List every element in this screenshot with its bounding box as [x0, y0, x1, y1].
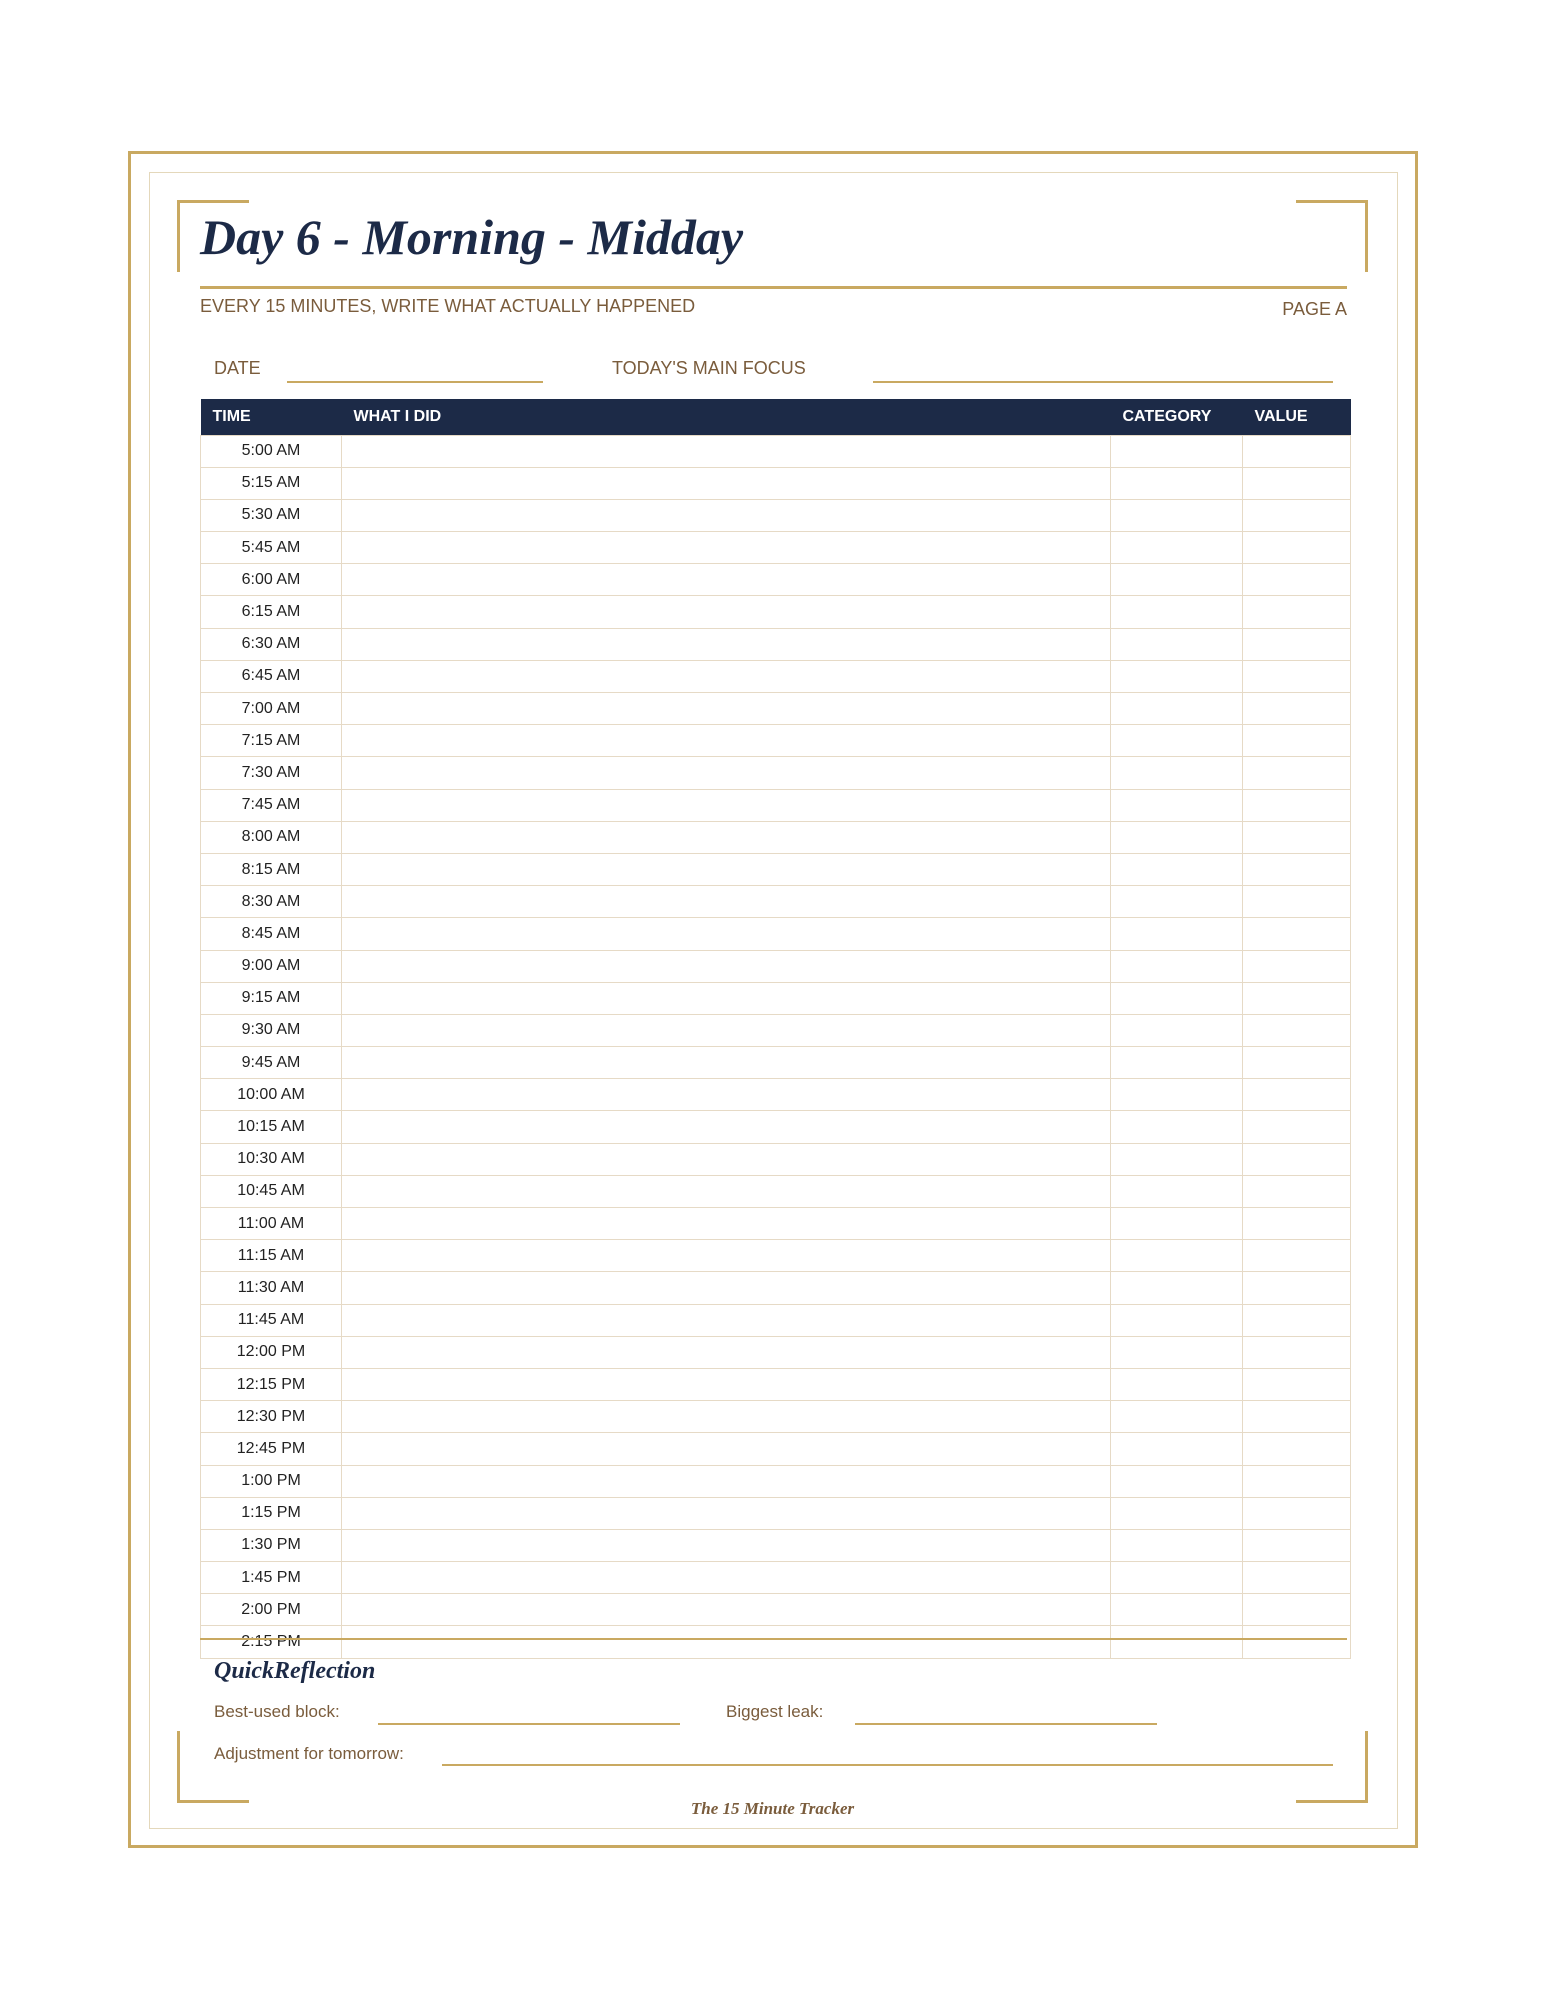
- what-i-did-cell[interactable]: [342, 693, 1111, 725]
- value-cell[interactable]: [1243, 950, 1351, 982]
- what-i-did-cell[interactable]: [342, 725, 1111, 757]
- category-cell[interactable]: [1111, 950, 1243, 982]
- what-i-did-cell[interactable]: [342, 1304, 1111, 1336]
- table-row: [201, 1014, 1351, 1046]
- what-i-did-cell[interactable]: [342, 1143, 1111, 1175]
- table-row: [201, 725, 1351, 757]
- main-focus-label: TODAY'S MAIN FOCUS: [612, 358, 806, 378]
- what-i-did-cell[interactable]: [342, 1594, 1111, 1626]
- biggest-leak-input-line[interactable]: [855, 1723, 1157, 1725]
- table-row: [201, 693, 1351, 725]
- category-cell[interactable]: [1111, 725, 1243, 757]
- time-cell: 10:30 AM: [201, 1143, 342, 1175]
- value-cell[interactable]: [1243, 1626, 1351, 1658]
- value-cell[interactable]: [1243, 660, 1351, 692]
- table-row: [201, 1401, 1351, 1433]
- time-cell: 7:30 AM: [201, 757, 342, 789]
- time-cell: 12:00 PM: [201, 1336, 342, 1368]
- header-value: VALUE: [1243, 399, 1351, 435]
- biggest-leak-label: Biggest leak:: [726, 1702, 824, 1721]
- table-row: [201, 1272, 1351, 1304]
- category-cell[interactable]: [1111, 982, 1243, 1014]
- time-cell: 2:15 PM: [201, 1626, 342, 1658]
- what-i-did-cell[interactable]: [342, 1336, 1111, 1368]
- category-cell[interactable]: [1111, 1497, 1243, 1529]
- what-i-did-cell[interactable]: [342, 596, 1111, 628]
- time-cell: 8:00 AM: [201, 821, 342, 853]
- time-log-body: [201, 435, 1351, 1658]
- value-cell[interactable]: [1243, 499, 1351, 531]
- what-i-did-cell[interactable]: [342, 1368, 1111, 1400]
- adjustment-label: Adjustment for tomorrow:: [214, 1744, 404, 1763]
- table-row: [201, 821, 1351, 853]
- value-cell[interactable]: [1243, 467, 1351, 499]
- time-cell: 9:00 AM: [201, 950, 342, 982]
- table-row: [201, 1175, 1351, 1207]
- value-cell[interactable]: [1243, 1401, 1351, 1433]
- time-cell: 1:00 PM: [201, 1465, 342, 1497]
- table-row: [201, 628, 1351, 660]
- category-cell[interactable]: [1111, 628, 1243, 660]
- time-cell: 5:45 AM: [201, 532, 342, 564]
- category-cell[interactable]: [1111, 1465, 1243, 1497]
- category-cell[interactable]: [1111, 1111, 1243, 1143]
- table-row: [201, 1562, 1351, 1594]
- what-i-did-cell[interactable]: [342, 467, 1111, 499]
- what-i-did-cell[interactable]: [342, 1208, 1111, 1240]
- time-cell: 9:30 AM: [201, 1014, 342, 1046]
- category-cell[interactable]: [1111, 1047, 1243, 1079]
- table-row: [201, 467, 1351, 499]
- value-cell[interactable]: [1243, 1562, 1351, 1594]
- what-i-did-cell[interactable]: [342, 757, 1111, 789]
- time-cell: 5:15 AM: [201, 467, 342, 499]
- table-row: [201, 886, 1351, 918]
- table-row: [201, 1433, 1351, 1465]
- table-row: [201, 1047, 1351, 1079]
- category-cell[interactable]: [1111, 564, 1243, 596]
- table-row: [201, 789, 1351, 821]
- category-cell[interactable]: [1111, 1336, 1243, 1368]
- value-cell[interactable]: [1243, 1272, 1351, 1304]
- table-row: [201, 596, 1351, 628]
- time-cell: 11:45 AM: [201, 1304, 342, 1336]
- value-cell[interactable]: [1243, 1529, 1351, 1561]
- value-cell[interactable]: [1243, 757, 1351, 789]
- header-category: CATEGORY: [1111, 399, 1243, 435]
- corner-ornament-bottom-right: [1296, 1731, 1368, 1803]
- time-cell: 10:00 AM: [201, 1079, 342, 1111]
- time-cell: 8:15 AM: [201, 853, 342, 885]
- time-cell: 6:00 AM: [201, 564, 342, 596]
- time-cell: 12:45 PM: [201, 1433, 342, 1465]
- time-cell: 5:00 AM: [201, 435, 342, 467]
- table-row: [201, 950, 1351, 982]
- table-bottom-divider: [200, 1638, 1347, 1640]
- table-row: [201, 435, 1351, 467]
- table-row: [201, 853, 1351, 885]
- table-row: [201, 1336, 1351, 1368]
- time-cell: 8:45 AM: [201, 918, 342, 950]
- what-i-did-cell[interactable]: [342, 1240, 1111, 1272]
- category-cell[interactable]: [1111, 1433, 1243, 1465]
- value-cell[interactable]: [1243, 1047, 1351, 1079]
- what-i-did-cell[interactable]: [342, 1626, 1111, 1658]
- value-cell[interactable]: [1243, 596, 1351, 628]
- what-i-did-cell[interactable]: [342, 660, 1111, 692]
- table-row: [201, 564, 1351, 596]
- category-cell[interactable]: [1111, 918, 1243, 950]
- what-i-did-cell[interactable]: [342, 886, 1111, 918]
- time-cell: 1:45 PM: [201, 1562, 342, 1594]
- time-cell: 9:45 AM: [201, 1047, 342, 1079]
- table-row: [201, 1497, 1351, 1529]
- table-row: [201, 918, 1351, 950]
- category-cell[interactable]: [1111, 1208, 1243, 1240]
- value-cell[interactable]: [1243, 1111, 1351, 1143]
- what-i-did-cell[interactable]: [342, 564, 1111, 596]
- category-cell[interactable]: [1111, 1175, 1243, 1207]
- time-cell: 7:45 AM: [201, 789, 342, 821]
- category-cell[interactable]: [1111, 1079, 1243, 1111]
- category-cell[interactable]: [1111, 1304, 1243, 1336]
- time-cell: 6:15 AM: [201, 596, 342, 628]
- time-log-table: [200, 399, 1351, 1659]
- corner-ornament-bottom-left: [177, 1731, 249, 1803]
- reflection-title: QuickReflection: [214, 1658, 376, 1684]
- header-what-i-did: WHAT I DID: [342, 399, 1111, 435]
- value-cell[interactable]: [1243, 1465, 1351, 1497]
- category-cell[interactable]: [1111, 1594, 1243, 1626]
- footer-brand: The 15 Minute Tracker: [690, 1799, 855, 1818]
- table-row: [201, 1529, 1351, 1561]
- main-focus-input-line[interactable]: [873, 381, 1333, 383]
- page-title: Day 6 - Morning - Midday: [200, 209, 744, 265]
- value-cell[interactable]: [1243, 725, 1351, 757]
- what-i-did-cell[interactable]: [342, 1401, 1111, 1433]
- table-row: [201, 1079, 1351, 1111]
- category-cell[interactable]: [1111, 1240, 1243, 1272]
- what-i-did-cell[interactable]: [342, 1465, 1111, 1497]
- value-cell[interactable]: [1243, 821, 1351, 853]
- value-cell[interactable]: [1243, 1368, 1351, 1400]
- time-cell: 10:15 AM: [201, 1111, 342, 1143]
- value-cell[interactable]: [1243, 1497, 1351, 1529]
- what-i-did-cell[interactable]: [342, 821, 1111, 853]
- what-i-did-cell[interactable]: [342, 628, 1111, 660]
- what-i-did-cell[interactable]: [342, 1047, 1111, 1079]
- value-cell[interactable]: [1243, 1079, 1351, 1111]
- value-cell[interactable]: [1243, 1304, 1351, 1336]
- table-row: [201, 1143, 1351, 1175]
- what-i-did-cell[interactable]: [342, 1111, 1111, 1143]
- time-cell: 1:30 PM: [201, 1529, 342, 1561]
- time-cell: 10:45 AM: [201, 1175, 342, 1207]
- date-label: DATE: [214, 358, 261, 378]
- category-cell[interactable]: [1111, 1529, 1243, 1561]
- time-cell: 7:15 AM: [201, 725, 342, 757]
- value-cell[interactable]: [1243, 435, 1351, 467]
- table-row: [201, 982, 1351, 1014]
- category-cell[interactable]: [1111, 499, 1243, 531]
- best-block-input-line[interactable]: [378, 1723, 680, 1725]
- page-label: PAGE A: [1282, 299, 1347, 319]
- what-i-did-cell[interactable]: [342, 1529, 1111, 1561]
- category-cell[interactable]: [1111, 532, 1243, 564]
- value-cell[interactable]: [1243, 982, 1351, 1014]
- table-row: [201, 1304, 1351, 1336]
- what-i-did-cell[interactable]: [342, 950, 1111, 982]
- category-cell[interactable]: [1111, 1143, 1243, 1175]
- table-row: [201, 660, 1351, 692]
- category-cell[interactable]: [1111, 596, 1243, 628]
- what-i-did-cell[interactable]: [342, 982, 1111, 1014]
- table-row: [201, 1240, 1351, 1272]
- title-divider: [200, 286, 1347, 289]
- value-cell[interactable]: [1243, 1594, 1351, 1626]
- what-i-did-cell[interactable]: [342, 435, 1111, 467]
- category-cell[interactable]: [1111, 693, 1243, 725]
- category-cell[interactable]: [1111, 1272, 1243, 1304]
- category-cell[interactable]: [1111, 467, 1243, 499]
- table-row: [201, 1626, 1351, 1658]
- value-cell[interactable]: [1243, 1143, 1351, 1175]
- best-block-label: Best-used block:: [214, 1702, 340, 1721]
- category-cell[interactable]: [1111, 886, 1243, 918]
- what-i-did-cell[interactable]: [342, 1175, 1111, 1207]
- what-i-did-cell[interactable]: [342, 532, 1111, 564]
- what-i-did-cell[interactable]: [342, 1497, 1111, 1529]
- category-cell[interactable]: [1111, 1014, 1243, 1046]
- what-i-did-cell[interactable]: [342, 1562, 1111, 1594]
- time-cell: 11:30 AM: [201, 1272, 342, 1304]
- category-cell[interactable]: [1111, 789, 1243, 821]
- value-cell[interactable]: [1243, 564, 1351, 596]
- table-row: [201, 757, 1351, 789]
- time-cell: 11:00 AM: [201, 1208, 342, 1240]
- what-i-did-cell[interactable]: [342, 1433, 1111, 1465]
- time-cell: 1:15 PM: [201, 1497, 342, 1529]
- what-i-did-cell[interactable]: [342, 918, 1111, 950]
- what-i-did-cell[interactable]: [342, 1079, 1111, 1111]
- category-cell[interactable]: [1111, 1368, 1243, 1400]
- table-row: [201, 499, 1351, 531]
- time-cell: 7:00 AM: [201, 693, 342, 725]
- value-cell[interactable]: [1243, 628, 1351, 660]
- category-cell[interactable]: [1111, 435, 1243, 467]
- what-i-did-cell[interactable]: [342, 853, 1111, 885]
- what-i-did-cell[interactable]: [342, 1272, 1111, 1304]
- value-cell[interactable]: [1243, 1240, 1351, 1272]
- what-i-did-cell[interactable]: [342, 499, 1111, 531]
- value-cell[interactable]: [1243, 1175, 1351, 1207]
- value-cell[interactable]: [1243, 1208, 1351, 1240]
- time-cell: 2:00 PM: [201, 1594, 342, 1626]
- table-row: [201, 1111, 1351, 1143]
- table-row: [201, 1208, 1351, 1240]
- value-cell[interactable]: [1243, 1336, 1351, 1368]
- value-cell[interactable]: [1243, 853, 1351, 885]
- category-cell[interactable]: [1111, 821, 1243, 853]
- table-header-row: [201, 399, 1351, 435]
- value-cell[interactable]: [1243, 1433, 1351, 1465]
- value-cell[interactable]: [1243, 789, 1351, 821]
- time-cell: 11:15 AM: [201, 1240, 342, 1272]
- time-cell: 6:45 AM: [201, 660, 342, 692]
- category-cell[interactable]: [1111, 853, 1243, 885]
- category-cell[interactable]: [1111, 1626, 1243, 1658]
- table-row: [201, 1465, 1351, 1497]
- table-row: [201, 1368, 1351, 1400]
- time-cell: 9:15 AM: [201, 982, 342, 1014]
- category-cell[interactable]: [1111, 1562, 1243, 1594]
- category-cell[interactable]: [1111, 660, 1243, 692]
- table-row: [201, 532, 1351, 564]
- what-i-did-cell[interactable]: [342, 789, 1111, 821]
- date-input-line[interactable]: [287, 381, 543, 383]
- value-cell[interactable]: [1243, 918, 1351, 950]
- time-cell: 5:30 AM: [201, 499, 342, 531]
- header-time: TIME: [201, 399, 342, 435]
- category-cell[interactable]: [1111, 757, 1243, 789]
- page-instructions: EVERY 15 MINUTES, WRITE WHAT ACTUALLY HAPPENED: [200, 296, 696, 316]
- category-cell[interactable]: [1111, 1401, 1243, 1433]
- time-cell: 12:30 PM: [201, 1401, 342, 1433]
- value-cell[interactable]: [1243, 1014, 1351, 1046]
- time-cell: 8:30 AM: [201, 886, 342, 918]
- value-cell[interactable]: [1243, 693, 1351, 725]
- adjustment-input-line[interactable]: [442, 1764, 1333, 1766]
- value-cell[interactable]: [1243, 532, 1351, 564]
- table-row: [201, 1594, 1351, 1626]
- corner-ornament-top-right: [1296, 200, 1368, 272]
- time-cell: 12:15 PM: [201, 1368, 342, 1400]
- what-i-did-cell[interactable]: [342, 1014, 1111, 1046]
- value-cell[interactable]: [1243, 886, 1351, 918]
- time-cell: 6:30 AM: [201, 628, 342, 660]
